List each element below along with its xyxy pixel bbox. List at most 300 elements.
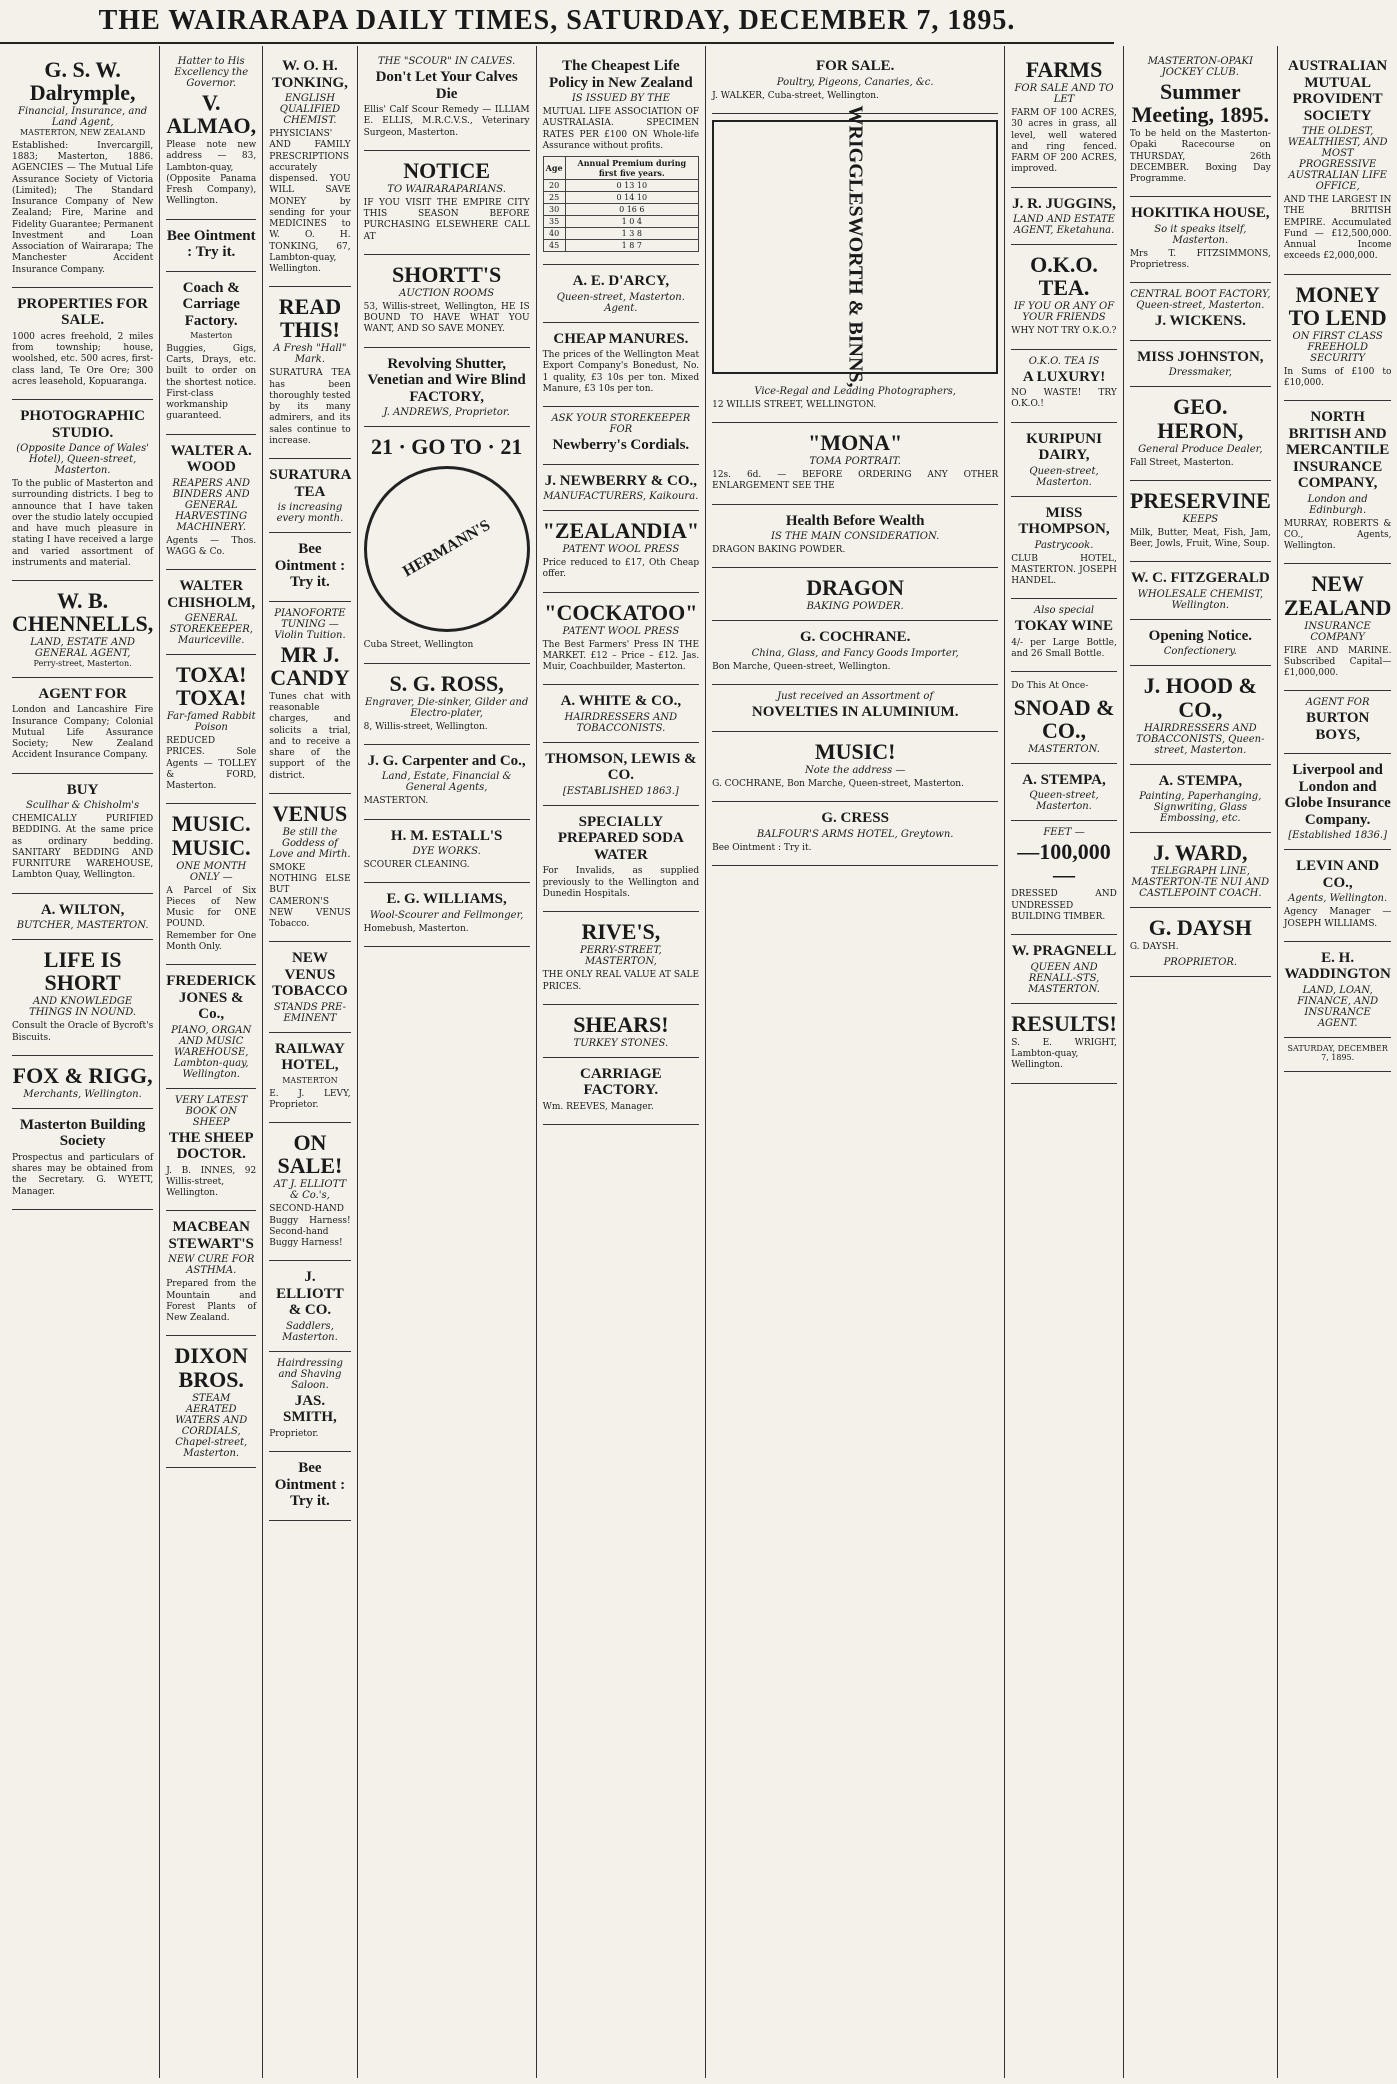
ad-title: Bee Ointment : Try it. — [166, 227, 256, 261]
ad-title: W. B. CHENNELLS, — [12, 588, 154, 637]
ad-title: RIVE'S, — [581, 919, 661, 945]
ad-daysh — [1130, 908, 1271, 976]
ad-subtitle: Queen-street, Masterton. Agent. — [556, 291, 685, 314]
ad-body: Ellis' Calf Scour Remedy — ILLIAM E. ELLIS, M.R.C.V.S., Veterinary Surgeon, Masterton. — [363, 105, 530, 138]
ad-subtitle: FEET — — [1043, 827, 1085, 839]
ad-soda-water — [543, 806, 699, 912]
ad-wrigglesworth — [712, 105, 998, 388]
ad-subtitle: Agents, Wellington. — [1288, 893, 1388, 905]
ad-walter-wood — [166, 435, 256, 571]
ad-title: MISS THOMPSON, — [1018, 504, 1110, 538]
ad-macbean — [166, 1211, 256, 1336]
ad-title: W. PRAGNELL — [1011, 943, 1117, 960]
ad-title: VENUS — [272, 800, 348, 826]
ad-title: Summer Meeting, 1895. — [1131, 79, 1270, 128]
ad-body: SECOND-HAND Buggy Harness! Second-hand Buggy Harness! — [269, 1204, 351, 1248]
table-row — [543, 228, 698, 240]
ad-subtitle: PIANO, ORGAN AND MUSIC WAREHOUSE, Lambton-quay, Wellington. — [171, 1024, 252, 1080]
ad-venus — [269, 794, 350, 943]
footer-date — [1284, 1038, 1392, 1072]
ad-chisholm — [166, 570, 256, 655]
ad-subtitle: J. ANDREWS, Proprietor. — [383, 407, 510, 419]
ad-body: Established: Invercargill, 1883; Masterton, 1886. AGENCIES — The Mutual Life Assurance Society of Victoria (Limited); The Standard Insurance Company of New Zealand; Fire, Marine and Fidelity Guarantee; Permanent Investment and Loan Association of Wairarapa; The Manchester Accident Insurance Company. — [12, 140, 154, 275]
ad-dixon — [166, 1336, 256, 1467]
ad-subtitle: LAND AND ESTATE AGENT, Eketahuna. — [1013, 214, 1115, 237]
ad-subtitle: Queen-street, Masterton. — [1029, 790, 1099, 813]
ad-read-this — [269, 287, 350, 459]
ad-title: MONEY TO LEND — [1288, 281, 1387, 330]
ad-kuripuni — [1011, 423, 1117, 497]
ad-title: PROPERTIES FOR SALE. — [17, 295, 148, 329]
ad-title: "COCKATOO" — [544, 599, 698, 625]
ad-subtitle: ENGLISH QUALIFIED CHEMIST. — [279, 93, 341, 126]
ad-title: MUSIC! — [814, 738, 896, 764]
ad-carriage — [543, 1058, 699, 1125]
ad-body: The prices of the Wellington Meat Export Company's Bonedust, No. 1 quality, £3 10s per ton. Mixed Manure, £3 10s per ton. — [542, 350, 700, 394]
table-row — [543, 204, 698, 216]
table-row — [543, 216, 698, 228]
ad-subtitle: Saddlers, Masterton. — [282, 1320, 338, 1343]
ad-body: E. J. LEVY, Proprietor. — [269, 1088, 351, 1110]
ad-body: Agents — Thos. WAGG & Co. — [166, 535, 257, 557]
ad-subtitle: PATENT WOOL PRESS — [562, 544, 680, 556]
ad-title: E. H. WADDINGTON — [1284, 949, 1391, 983]
ad-music — [712, 732, 998, 802]
ad-body: Buggies, Gigs, Carts, Drays, etc. built to order on the shortest notice. First-class workmanship guaranteed. — [166, 343, 257, 422]
ad-subtitle: General Produce Dealer, — [1138, 443, 1263, 455]
ad-title: G. DAYSH — [1148, 915, 1252, 941]
ad-body: IF YOU VISIT THE EMPIRE CITY THIS SEASON BEFORE PURCHASING ELSEWHERE CALL AT — [363, 197, 530, 242]
ad-subtitle: London and Edinburgh. — [1307, 493, 1368, 516]
ad-body: G. DAYSH. — [1129, 942, 1179, 953]
ad-title: Don't Let Your Calves Die — [375, 69, 518, 102]
ad-toxa — [166, 655, 256, 804]
ad-darcy — [543, 265, 699, 323]
table-cell: 0 16 6 — [565, 204, 699, 216]
ad-bee-ointment — [269, 533, 350, 602]
ad-subtitle: Also special — [1033, 605, 1095, 617]
ad-title: J. WARD, — [1153, 840, 1248, 866]
ad-body: SURATURA TEA has been thoroughly tested by its many admirers, and its sales continue to increase. — [269, 368, 351, 446]
ad-body: Do This At Once- — [1011, 681, 1089, 692]
ad-subtitle: Scullhar & Chisholm's — [26, 800, 140, 812]
ad-title: WALTER CHISHOLM, — [167, 578, 256, 611]
ad-subtitle: (Opposite Dance of Wales' Hotel), Queen-street, Masterton. — [16, 443, 149, 477]
ad-subtitle: WHOLESALE CHEMIST, Wellington. — [1137, 588, 1264, 611]
ad-title: FREDERICK JONES & Co., — [166, 973, 257, 1023]
column-9 — [1277, 46, 1397, 2078]
ad-subtitle: So it speaks itself, Masterton. — [1154, 223, 1247, 246]
ad-north-british — [1284, 401, 1392, 564]
ad-subtitle: is increasing every month. — [276, 502, 344, 525]
ad-snoad — [1011, 672, 1117, 763]
ad-body: WHY NOT TRY O.K.O.? — [1011, 326, 1117, 337]
ad-title: G. COCHRANE. — [799, 629, 911, 646]
ad-body: DRESSED AND UNDRESSED BUILDING TIMBER. — [1011, 889, 1117, 922]
ad-title: "MONA" — [808, 430, 903, 455]
ad-body: Fall Street, Masterton. — [1129, 457, 1234, 468]
ad-location: Masterton — [190, 331, 233, 341]
ad-title: The Cheapest Life Policy in New Zealand — [548, 58, 693, 91]
ad-body: Cuba Street, Wellington — [363, 640, 474, 651]
ad-body: Mrs T. FITZSIMMONS, Proprietress. — [1129, 248, 1271, 271]
ad-subtitle: PERRY-STREET, MASTERTON, — [580, 945, 662, 968]
ad-subtitle: Vice-Regal and Leading Photographers, — [754, 385, 956, 397]
ad-body: To the public of Masterton and surrounding districts. I beg to announce that I have taken over the studio lately occupied and have much pleasure in stating I have received a large and varied assortment of instruments and material. — [12, 479, 154, 568]
ad-body: Homebush, Masterton. — [363, 923, 469, 934]
ad-title: SHORTT'S — [392, 261, 502, 287]
ad-carpenter — [364, 745, 530, 820]
ad-williams — [364, 883, 530, 947]
ad-elliott — [269, 1261, 350, 1352]
ad-title: Opening Notice. — [1148, 627, 1252, 644]
ad-body: Prepared from the Mountain and Forest Plants of New Zealand. — [166, 1279, 257, 1324]
ad-title: THE SHEEP DOCTOR. — [168, 1129, 254, 1163]
ad-title: H. M. ESTALL'S — [390, 827, 503, 844]
ad-body: Milk, Butter, Meat, Fish, Jam, Beer, Jowls, Fruit, Wine, Soup. — [1129, 527, 1271, 550]
ad-thompson — [1011, 497, 1117, 600]
ad-subtitle: Pastrycook. — [1034, 539, 1094, 551]
ad-title: WALTER A. WOOD — [170, 442, 252, 476]
ad-bee-ointment — [269, 1452, 350, 1521]
ad-white-co — [543, 685, 699, 743]
ad-aluminium — [712, 685, 998, 732]
ad-chennells — [12, 581, 153, 678]
ad-body: MURRAY, ROBERTS & CO., Agents, Wellington. — [1283, 518, 1392, 552]
ad-juggins — [1011, 188, 1117, 246]
ad-body: The Best Farmers' Press IN THE MARKET. £12 – Price – £12. Jas. Muir, Coachbuilder, Masterton. — [542, 639, 700, 673]
ad-cheap-manures — [543, 323, 699, 408]
ad-subtitle: [Established 1836.] — [1288, 830, 1387, 842]
ad-title: NORTH BRITISH AND MERCANTILE INSURANCE COMPANY, — [1285, 409, 1390, 492]
ad-title: CARRIAGE FACTORY. — [580, 1065, 662, 1099]
table-header: Age — [543, 157, 565, 180]
ad-subtitle: Poultry, Pigeons, Canaries, &c. — [776, 76, 934, 88]
ad-rives — [543, 912, 699, 1005]
ad-on-sale — [269, 1123, 350, 1261]
ad-title: A. E. D'ARCY, — [572, 273, 670, 289]
ad-title: J. WICKENS. — [1154, 313, 1246, 330]
ad-body: J. B. INNES, 92 Willis-street, Wellington. — [166, 1165, 257, 1199]
table-cell: 1 0 4 — [565, 216, 699, 228]
ad-title: DIXON BROS. — [174, 1343, 248, 1392]
ad-body: 12 WILLIS STREET, WELLINGTON. — [712, 399, 877, 410]
ad-body: 12s. 6d. — BEFORE ORDERING ANY OTHER ENLARGEMENT SEE THE — [712, 470, 999, 492]
ad-title: NOVELTIES IN ALUMINIUM. — [751, 704, 959, 721]
ad-almao — [166, 50, 256, 220]
ad-title: RESULTS! — [1011, 1010, 1117, 1036]
ad-title: WRIGGLESWORTH & BINNS, — [844, 105, 867, 388]
ad-title: Bee Ointment : Try it. — [274, 541, 346, 591]
ad-title: A. STEMPA, — [1158, 772, 1243, 789]
ad-health — [712, 505, 998, 569]
ad-jockey-club — [1130, 50, 1271, 197]
ad-dalrymple — [12, 50, 153, 288]
ad-title: SHEARS! — [573, 1011, 669, 1037]
ad-body: Agency Manager — JOSEPH WILLIAMS. — [1283, 907, 1392, 929]
ad-title: PHOTOGRAPHIC STUDIO. — [20, 408, 145, 441]
ad-body: FARM OF 100 ACRES, 30 acres in grass, all level, well watered and ring fenced. FARM OF 200 ACRES, improved. — [1011, 108, 1117, 175]
table-row — [543, 180, 698, 192]
ad-subtitle: STANDS PRE-EMINENT — [273, 1001, 346, 1024]
ad-title: MUSIC. MUSIC. — [171, 811, 251, 860]
ad-title: HOKITIKA HOUSE, — [1131, 205, 1270, 222]
ad-title: W. O. H. TONKING, — [271, 58, 348, 91]
hermann-circle — [364, 466, 530, 632]
ad-title: AGENT FOR — [38, 685, 127, 702]
ad-body: AND THE LARGEST IN THE BRITISH EMPIRE. Accumulated Fund — £12,500,000. Annual Income exceeds £2,000,000. — [1283, 195, 1392, 262]
ad-building-society — [12, 1109, 153, 1210]
ad-subtitle: Hatter to His Excellency the Governor. — [174, 56, 249, 89]
ad-candy — [269, 602, 350, 794]
ad-new-venus — [269, 942, 350, 1033]
ad-burton-boys — [1284, 691, 1392, 754]
ad-title: DRAGON — [806, 575, 905, 601]
ad-title: SNOAD & CO., — [1013, 694, 1115, 743]
ad-location: MASTERTON — [282, 1075, 338, 1085]
ad-shutter-factory — [364, 348, 530, 428]
ad-title: THOMSON, LEWIS & CO. — [545, 750, 697, 784]
ad-body: Please note new address — 83, Lambton-quay, (Opposite Panama Fresh Company), Wellington. — [166, 140, 257, 207]
ad-cochrane — [712, 621, 998, 685]
ad-farms — [1011, 50, 1117, 188]
ad-body: SMOKE NOTHING ELSE BUT CAMERON'S NEW VENUS Tobacco. — [269, 862, 351, 930]
date-line: SATURDAY, DECEMBER 7, 1895. — [1287, 1043, 1388, 1063]
ad-subtitle: PROPRIETOR. — [1163, 956, 1238, 968]
table-cell: 40 — [543, 228, 565, 240]
ad-title: "ZEALANDIA" — [542, 518, 700, 543]
ad-johnston — [1130, 341, 1271, 388]
ad-subtitle: Note the address — — [804, 764, 906, 776]
table-row — [543, 240, 698, 252]
ad-music — [166, 804, 256, 965]
ad-title: E. G. WILLIAMS, — [386, 891, 507, 908]
ad-body: Prospectus and particulars of shares may be obtained from the Secretary. G. WYETT, Manager. — [12, 1152, 154, 1197]
table-cell: 35 — [543, 216, 565, 228]
table-cell: 1 8 7 — [565, 240, 699, 252]
ad-subtitle: Confectionery. — [1163, 646, 1237, 658]
ad-title: Coach & Carriage Factory. — [182, 279, 240, 329]
ad-subtitle: AT J. ELLIOTT & Co.'s, — [273, 1179, 347, 1202]
ad-subtitle: FOR SALE AND TO LET — [1014, 83, 1114, 106]
ad-body: In Sums of £100 to £10,000. — [1283, 366, 1392, 388]
ad-title: O.K.O. TEA. — [1030, 252, 1098, 301]
ad-body: DRAGON BAKING POWDER. — [712, 545, 846, 556]
ad-cress — [712, 802, 998, 866]
ad-subtitle: Hairdressing and Shaving Saloon. — [276, 1357, 343, 1391]
ad-subtitle: ON FIRST CLASS FREEHOLD SECURITY — [1292, 330, 1383, 364]
ad-subtitle: TOMA PORTRAIT. — [809, 456, 901, 468]
ad-title: GEO. HERON, — [1157, 394, 1244, 443]
column-6 — [705, 46, 1004, 2078]
ad-ward — [1130, 833, 1271, 908]
ad-mutual-life — [543, 50, 699, 265]
ad-amp-society — [1284, 50, 1392, 275]
ad-title: SURATURA TEA — [269, 467, 352, 500]
ad-subtitle: TO WAIRARAPARIANS. — [387, 183, 506, 195]
column-2 — [159, 46, 262, 2078]
table-cell: 0 13 10 — [565, 180, 699, 192]
ad-title: LIFE IS SHORT — [43, 947, 122, 996]
ad-subtitle: Dressmaker, — [1168, 367, 1232, 379]
ad-photo-studio — [12, 400, 153, 581]
table-cell: 25 — [543, 192, 565, 204]
ad-title: BURTON BOYS, — [1305, 710, 1370, 743]
ad-subtitle: O.K.O. TEA IS — [1028, 355, 1100, 367]
ad-ross — [364, 664, 530, 745]
table-cell: 20 — [543, 180, 565, 192]
ad-subtitle: MANUFACTURERS, Kaikoura. — [543, 491, 699, 502]
ad-body: G. COCHRANE, Bon Marche, Queen-street, Masterton. — [712, 778, 964, 789]
ad-title: Newberry's Cordials. — [552, 437, 690, 453]
ad-title: Revolving Shutter, Venetian and Wire Blind FACTORY, — [367, 355, 526, 405]
ad-title: 21 · GO TO · 21 — [370, 434, 523, 460]
ad-oko-tea — [1011, 245, 1117, 349]
ad-title: A. STEMPA, — [1022, 771, 1106, 788]
ad-body: MASTERTON. — [363, 796, 429, 807]
ad-subtitle: Land, Estate, Financial & General Agents, — [381, 771, 512, 794]
column-1 — [6, 46, 159, 2078]
ad-subtitle: KEEPS — [1182, 513, 1219, 525]
ad-fitzgerald — [1130, 562, 1271, 620]
ad-subtitle: Be still the Goddess of Love and Mirth. — [269, 826, 351, 860]
ad-title: G. S. W. Dalrymple, — [29, 57, 136, 106]
ad-subtitle: Painting, Paperhanging, Signwriting, Glass Embossing, etc. — [1139, 791, 1262, 825]
premium-table — [543, 156, 699, 252]
ad-frederick-jones — [166, 965, 256, 1089]
ad-nz-insurance — [1284, 564, 1392, 691]
table-cell: 30 — [543, 204, 565, 216]
ad-body: Proprietor. — [269, 1428, 319, 1439]
ad-subtitle: BALFOUR'S ARMS HOTEL, Greytown. — [756, 828, 954, 840]
ad-body: Price reduced to £17, Oth Cheap offer. — [542, 558, 700, 580]
ad-title: MR J. CANDY — [270, 641, 350, 690]
ad-title: J. HOOD & CO., — [1143, 673, 1257, 722]
ad-subtitle: Merchants, Wellington. — [23, 1088, 142, 1100]
ad-subtitle: Wool-Scourer and Fellmonger, — [369, 909, 524, 921]
ad-preservine — [1130, 481, 1271, 563]
ad-title: TOKAY WINE — [1015, 618, 1113, 635]
ad-results — [1011, 1004, 1117, 1084]
ad-hood — [1130, 666, 1271, 764]
ad-opening-notice — [1130, 620, 1271, 667]
ad-body: 8, Willis-street, Wellington. — [363, 721, 488, 732]
ad-title: J. ELLIOTT & CO. — [276, 1269, 344, 1319]
ad-subtitle: IF YOU OR ANY OF YOUR FRIENDS — [1013, 301, 1115, 324]
ad-subtitle: A Fresh "Hall" Mark. — [273, 343, 347, 366]
ad-subtitle: DYE WORKS. — [412, 846, 481, 858]
ad-subtitle: TURKEY STONES. — [573, 1037, 669, 1049]
ad-subtitle: LAND, ESTATE AND GENERAL AGENT, — [30, 637, 135, 660]
ad-location: MASTERTON, NEW ZEALAND — [19, 128, 146, 138]
ad-title: MISS JOHNSTON, — [1137, 348, 1264, 365]
ad-title: MACBEAN STEWART'S — [168, 1219, 254, 1252]
ad-title: FOR SALE. — [815, 58, 895, 74]
ad-body: FIRE AND MARINE. Subscribed Capital—£1,000,000. — [1283, 645, 1392, 679]
ad-title: READ THIS! — [278, 294, 342, 343]
ad-bedding — [12, 774, 153, 894]
ad-title: Health Before Wealth — [785, 512, 925, 529]
ad-title: AUSTRALIAN MUTUAL PROVIDENT SOCIETY — [1288, 58, 1388, 124]
ad-subtitle: INSURANCE COMPANY — [1304, 620, 1371, 643]
ad-waddington — [1284, 942, 1392, 1038]
ad-title: BUY — [66, 781, 99, 798]
ad-body: NO WASTE! TRY O.K.O.! — [1011, 388, 1117, 410]
ad-subtitle: Just received an Assortment of — [777, 691, 934, 703]
ad-tokay — [1011, 599, 1117, 672]
ad-title: NOTICE — [403, 157, 491, 183]
ad-title: G. CRESS — [821, 810, 889, 827]
ad-luxury — [1011, 350, 1117, 423]
ad-title: A. WHITE & CO., — [560, 693, 682, 710]
ad-title: —100,000— — [1017, 839, 1111, 888]
ad-subtitle: AND KNOWLEDGE THINGS IN NOUND. — [29, 996, 137, 1019]
ad-body: 53, Willis-street, Wellington, HE IS BOUND TO HAVE WHAT YOU WANT, AND SO SAVE MONEY. — [363, 301, 530, 335]
ad-subtitle: IS ISSUED BY THE — [571, 93, 670, 104]
ad-subtitle: THE OLDEST, WEALTHIEST, AND MOST PROGRESSIVE AUSTRALIAN LIFE OFFICE, — [1287, 126, 1388, 192]
ad-location: Perry-street, Masterton. — [33, 659, 132, 669]
ad-body: 4/- per Large Bottle, and 26 Small Bottle. — [1011, 637, 1117, 660]
ad-timber — [1011, 821, 1117, 935]
ad-fox-rigg — [12, 1056, 153, 1109]
ad-title: NEW ZEALAND — [1283, 571, 1392, 620]
ad-shears — [543, 1005, 699, 1058]
ad-subtitle: GENERAL STOREKEEPER, Mauriceville. — [169, 613, 253, 647]
newspaper-title: THE WAIRARAPA DAILY TIMES, SATURDAY, DECEMBER 7, 1895. — [98, 5, 1016, 36]
ad-body: CHEMICALLY PURIFIED BEDDING. At the same price as ordinary bedding. SANITARY BEDDING AND FURNITURE WAREHOUSE, Lambton Quay, Wellington. — [12, 814, 154, 881]
ad-subtitle: MASTERTON. — [1028, 743, 1100, 755]
ad-title: A. WILTON, — [40, 901, 125, 918]
ad-subtitle: ONE MONTH ONLY — — [176, 860, 247, 883]
column-8 — [1123, 46, 1277, 2078]
ad-body: PHYSICIANS' AND FAMILY PRESCRIPTIONS accurately dispensed. YOU WILL SAVE MONEY by sending for your MEDICINES to W. O. H. TONKING, 67, Lambton-quay, Wellington. — [269, 129, 351, 274]
ad-body: Tunes chat with reasonable charges, and solicits a trial, and to receive a share of the support of the district. — [269, 691, 351, 781]
ad-body: To be held on the Masterton-Opaki Racecourse on THURSDAY, 26th DECEMBER. Boxing Day Programme. — [1129, 129, 1271, 185]
ad-subtitle: REAPERS AND BINDERS AND GENERAL HARVESTING MACHINERY. — [172, 477, 251, 533]
table-header: Annual Premium during first five years. — [565, 157, 699, 180]
ad-subtitle: Financial, Insurance, and Land Agent, — [18, 106, 148, 129]
ad-body: Consult the Oracle of Bycroft's Biscuits. — [12, 1021, 154, 1043]
column-5 — [536, 46, 705, 2078]
ad-title: V. ALMAO, — [166, 90, 257, 139]
ad-subtitle: AUCTION ROOMS — [399, 287, 495, 299]
ad-subtitle: STEAM AERATED WATERS AND CORDIALS, Chapel-street, Masterton. — [175, 1392, 248, 1459]
ad-body: Bee Ointment : Try it. — [712, 842, 812, 853]
ad-body: SCOURER CLEANING. — [363, 860, 470, 871]
ad-for-sale — [712, 50, 998, 114]
ad-hermann — [364, 427, 530, 663]
ad-railway-hotel — [269, 1033, 350, 1123]
ad-properties — [12, 288, 153, 400]
ad-estall — [364, 820, 530, 884]
ad-stempa-painting — [1130, 765, 1271, 834]
masthead — [0, 0, 1114, 44]
ad-title: PRESERVINE — [1129, 487, 1271, 513]
ad-body: MUTUAL LIFE ASSOCIATION OF AUSTRALASIA. SPECIMEN RATES PER £100 ON Whole-life Assurance without profits. — [542, 107, 700, 151]
ad-subtitle: [ESTABLISHED 1863.] — [562, 785, 679, 797]
table-cell: 45 — [543, 240, 565, 252]
ad-title: FOX & RIGG, — [12, 1062, 153, 1088]
ad-title: TOXA! TOXA! — [175, 662, 247, 711]
ad-money-to-lend — [1284, 275, 1392, 402]
ad-stempa — [1011, 764, 1117, 822]
ad-hokitika — [1130, 197, 1271, 283]
table-row — [543, 192, 698, 204]
ad-title: RAILWAY HOTEL, — [275, 1040, 345, 1074]
ad-heron — [1130, 387, 1271, 480]
ad-title: ON SALE! — [277, 1130, 343, 1179]
ad-agent-for — [12, 678, 153, 774]
